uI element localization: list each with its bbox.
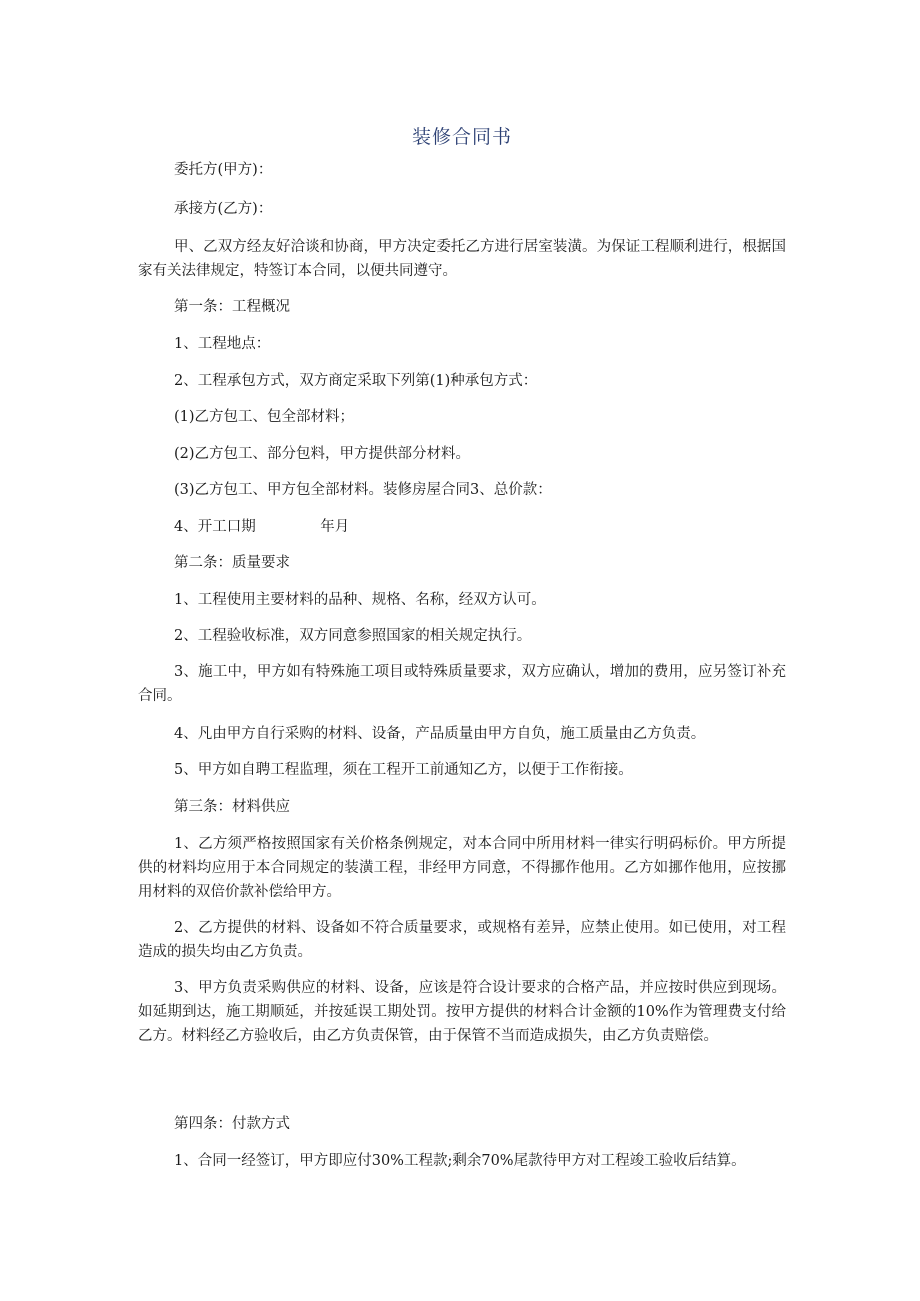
article-1-option-2: (2)乙方包工、部分包料，甲方提供部分材料。 xyxy=(174,446,471,462)
preamble-paragraph: 甲、乙双方经友好洽谈和协商，甲方决定委托乙方进行居室装潢。为保证工程顺利进行，根据国家有关法律规定，特签订本合同，以便共同遵守。 xyxy=(138,239,786,279)
article-1-item-4: 4、开工口期 年月 xyxy=(174,519,350,535)
article-2-item-4: 4、凡由甲方自行采购的材料、设备，产品质量由甲方自负，施工质量由乙方负责。 xyxy=(174,726,706,742)
party-a-line: 委托方(甲方)： xyxy=(174,162,273,178)
article-4-item-1: 1、合同一经签订，甲方即应付30%工程款;剩余70%尾款待甲方对工程竣工验收后结算。 xyxy=(174,1153,746,1169)
party-b-line: 承接方(乙方)： xyxy=(174,201,273,217)
article-2-item-2: 2、工程验收标准，双方同意参照国家的相关规定执行。 xyxy=(174,628,532,644)
document-title: 装修合同书 xyxy=(411,126,512,148)
article-4-heading: 第四条：付款方式 xyxy=(174,1116,290,1132)
article-2-item-3: 3、施工中，甲方如有特殊施工项目或特殊质量要求，双方应确认，增加的费用，应另签订补充合同。 xyxy=(138,664,786,704)
article-1-item-2: 2、工程承包方式，双方商定采取下列第(1)种承包方式： xyxy=(174,373,538,389)
article-3-item-2: 2、乙方提供的材料、设备如不符合质量要求，或规格有差异，应禁止使用。如已使用，对工程造成的损失均由乙方负责。 xyxy=(138,920,786,960)
article-1-heading: 第一条：工程概况 xyxy=(174,299,290,315)
article-2-heading: 第二条：质量要求 xyxy=(174,555,290,571)
article-2-item-1: 1、工程使用主要材料的品种、规格、名称，经双方认可。 xyxy=(174,592,546,608)
article-2-item-5: 5、甲方如自聘工程监理，须在工程开工前通知乙方，以便于工作衔接。 xyxy=(174,762,633,778)
article-3-item-3: 3、甲方负责采购供应的材料、设备，应该是符合设计要求的合格产品，并应按时供应到现场。如延期到达，施工期顺延，并按延误工期处罚。按甲方提供的材料合计金额的10%作为管理费支付给乙方。材料经乙方验收后，由乙方负责保管，由于保管不当而造成损失，由乙方负责赔偿。 xyxy=(138,980,786,1044)
article-1-item-1: 1、工程地点： xyxy=(174,336,271,352)
article-3-item-1: 1、乙方须严格按照国家有关价格条例规定，对本合同中所用材料一律实行明码标价。甲方所提供的材料均应用于本合同规定的装潢工程，非经甲方同意，不得挪作他用。乙方如挪作他用，应按挪用材料的双倍价款补偿给甲方。 xyxy=(138,836,786,900)
article-1-option-3: (3)乙方包工、甲方包全部材料。装修房屋合同3、总价款： xyxy=(174,482,552,498)
article-1-option-1: (1)乙方包工、包全部材料； xyxy=(174,409,355,425)
article-3-heading: 第三条：材料供应 xyxy=(174,799,290,815)
